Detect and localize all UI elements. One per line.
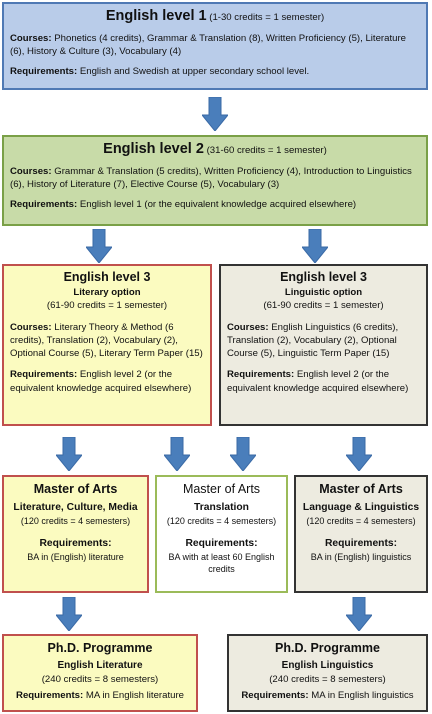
level2-heading [10,139,420,159]
phd-linguistics-credits: (240 credits = 8 semesters) [269,674,386,686]
level3-linguistic-box [219,264,428,426]
level3-literary-courses-text: Literary Theory & Method (6 credits), Translation (2), Vocabulary (2), Optional Course (5), Literary Term Paper (15) [10,321,203,360]
arrow-linguistic-to-ma-linguistics [346,437,372,471]
phd-literature-title: Ph.D. Programme [47,641,153,655]
phd-literature-req-label: Requirements: [16,690,84,702]
ma-translation-req-text: BA with at least 60 English credits [168,552,275,575]
level3-linguistic-courses-label: Courses: [227,321,269,333]
arrow-literary-to-ma-literature [56,437,82,471]
phd-literature-box [2,634,198,712]
ma-linguistics-req-label: Requirements: [324,537,398,549]
level3-linguistic-credits: (61-90 credits = 1 semester) [263,300,384,312]
ma-literature-box [2,475,149,593]
level2-credits: (31-60 credits = 1 semester) [206,145,327,156]
ma-linguistics-credits: (120 credits = 4 semesters) [306,516,416,527]
level3-literary-courses [10,321,204,361]
phd-literature-credits: (240 credits = 8 semesters) [41,674,159,686]
level1-courses-text: Phonetics (4 credits), Grammar & Translation (8), Written Proficiency (5), Literature (6), History & Culture (3), Vocabulary (4) [10,33,406,58]
level3-linguistic-option: Linguistic option [284,287,363,299]
level3-linguistic-title: English level 3 [280,270,367,284]
level3-linguistic-requirements [227,368,420,394]
level3-linguistic-req-label: Requirements: [227,369,295,381]
ma-translation-req-label: Requirements: [185,537,258,549]
ma-linguistics-req-text: BA in (English) linguistics [310,552,412,563]
arrow-level1-to-level2 [202,97,228,131]
level2-requirements [10,198,420,211]
level2-title: English level 2 [103,141,204,157]
phd-linguistics-box [227,634,428,712]
level2-req-text: English level 1 (or the equivalent knowledge acquired elsewhere) [79,199,357,211]
level3-literary-option: Literary option [73,287,141,299]
level1-courses [10,32,420,58]
ma-translation-credits: (120 credits = 4 semesters) [166,516,277,527]
level2-courses [10,165,420,191]
phd-linguistics-req-text: MA in English linguistics [311,690,414,702]
level1-credits: (1-30 credits = 1 semester) [209,12,325,23]
ma-literature-subtitle: Literature, Culture, Media [13,502,138,514]
level2-courses-label: Courses: [10,166,52,177]
phd-literature-requirements [7,689,193,702]
ma-translation-title: Master of Arts [182,482,261,496]
ma-linguistics-subtitle: Language & Linguistics [302,502,420,514]
arrow-level2-to-linguistic [302,229,328,263]
phd-linguistics-req-label: Requirements: [241,690,309,702]
ma-literature-req-text: BA in (English) literature [27,552,124,563]
level1-heading [10,6,420,26]
level3-literary-requirements [10,368,204,394]
level2-box [2,135,428,226]
level2-req-label: Requirements: [10,199,78,211]
level3-literary-title: English level 3 [63,270,151,284]
ma-linguistics-title: Master of Arts [319,482,403,496]
arrow-ma-literature-to-phd [56,597,82,631]
arrow-ma-linguistics-to-phd [346,597,372,631]
level3-literary-req-label: Requirements: [10,369,78,381]
arrow-linguistic-to-ma-translation [230,437,256,471]
arrow-literary-to-ma-translation [164,437,190,471]
level1-req-text: English and Swedish at upper secondary school level. [79,66,310,78]
level1-req-label: Requirements: [10,66,78,78]
ma-translation-box [155,475,288,593]
level1-requirements [10,65,420,78]
ma-literature-credits: (120 credits = 4 semesters) [20,516,131,527]
level1-courses-label: Courses: [10,33,52,44]
level3-literary-credits: (61-90 credits = 1 semester) [46,300,168,312]
ma-translation-subtitle: Translation [194,502,249,514]
phd-literature-subtitle: English Literature [57,660,143,672]
level2-courses-text: Grammar & Translation (5 credits), Written Proficiency (4), Introduction to Linguistics (6), History of Literature (7), Elective Course (5), Vocabulary (3) [10,166,412,191]
level1-box [2,2,428,90]
level3-literary-req-text: English level 2 (or the equivalent knowledge acquired elsewhere) [10,369,192,394]
ma-linguistics-box [294,475,428,593]
phd-linguistics-subtitle: English Linguistics [281,660,374,672]
arrow-level2-to-literary [86,229,112,263]
level3-literary-courses-label: Courses: [10,321,52,333]
level3-literary-box [2,264,212,426]
phd-literature-req-text: MA in English literature [85,690,184,702]
ma-literature-title: Master of Arts [33,482,118,496]
level3-linguistic-req-text: English level 2 (or the equivalent knowledge acquired elsewhere) [227,369,409,394]
level3-linguistic-courses-text: English Linguistics (6 credits), Translation (2), Vocabulary (2), Optional Course (5), Linguistic Term Paper (15) [227,321,399,360]
phd-linguistics-title: Ph.D. Programme [275,641,380,655]
level3-linguistic-courses [227,321,420,361]
ma-literature-req-label: Requirements: [39,537,112,549]
level1-title: English level 1 [105,8,207,24]
phd-linguistics-requirements [232,689,423,702]
